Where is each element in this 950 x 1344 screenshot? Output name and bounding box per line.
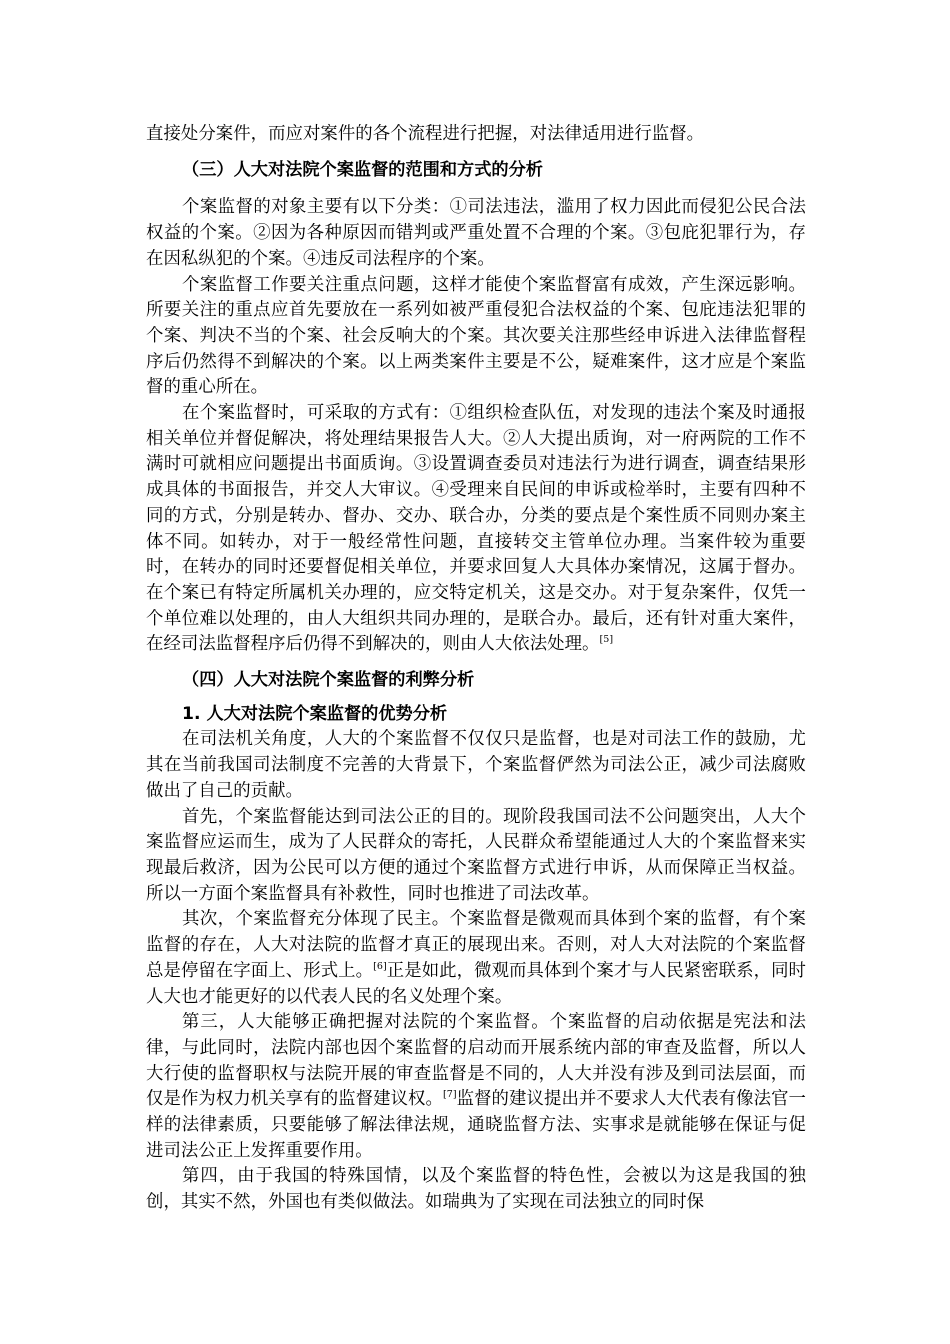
paragraph-third	[146, 1010, 806, 1164]
paragraph-third-text-a: 第三，人大能够正确把握对法院的个案监督。个案监督的启动依据是宪法和法律，与此同时，法院内部也因个案监督的启动而开展系统内部的审查及监督，所以人大行使的监督职权与法院开展的审查监督是不同的，人大并没有涉及到司法层面，而仅是作为权力机关享有的监督建议权。	[146, 1012, 806, 1110]
subsection-heading-1: 1. 人大对法院个案监督的优势分析	[182, 703, 448, 724]
paragraph-second-text-a: 其次，个案监督充分体现了民主。个案监督是微观而具体到个案的监督，有个案监督的存在，人大对法院的监督才真正的展现出来。否则，对人大对法院的个案监督总是停留在字面上、形式上。	[146, 909, 806, 981]
citation-7: [7]	[442, 1089, 457, 1101]
paragraph-focus: 个案监督工作要关注重点问题，这样才能使个案监督富有成效，产生深远影响。所要关注的重点应首先要放在一系列如被严重侵犯合法权益的个案、包庇违法犯罪的个案、判决不当的个案、社会反响大的个案。其次要关注那些经申诉进入法律监督程序后仍然得不到解决的个案。以上两类案件主要是不公，疑难案件，这才应是个案监督的重心所在。	[146, 274, 806, 398]
paragraph-fourth: 第四，由于我国的特殊国情，以及个案监督的特色性，会被以为这是我国的独创，其实不然，外国也有类似做法。如瑞典为了实现在司法独立的同时保	[146, 1166, 806, 1213]
section-heading-3: （三）人大对法院个案监督的范围和方式的分析	[182, 159, 543, 180]
paragraph-judicial-view: 在司法机关角度，人大的个案监督不仅仅只是监督，也是对司法工作的鼓励，尤其在当前我国司法制度不完善的大背景下，个案监督俨然为司法公正，减少司法腐败做出了自己的贡献。	[146, 729, 806, 801]
section-heading-4: （四）人大对法院个案监督的利弊分析	[182, 670, 475, 691]
citation-6: [6]	[373, 960, 387, 972]
paragraph-second	[146, 907, 806, 1010]
paragraph-second-text-b: 正是如此，微观而具体到个案才与人民紧密联系，同时人大也才能更好的以代表人民的名义处理个案。	[146, 960, 806, 1007]
document-body	[146, 122, 806, 1216]
paragraph-continued: 直接处分案件，而应对案件的各个流程进行把握，对法律适用进行监督。	[146, 124, 705, 144]
paragraph-third-text-b: 监督的建议提出并不要求人大代表有像法官一样的法律素质，只要能够了解法律法规，通晓监督方法、实事求是就能够在保证与促进司法公正上发挥重要作用。	[146, 1089, 806, 1161]
paragraph-first: 首先，个案监督能达到司法公正的目的。现阶段我国司法不公问题突出，人大个案监督应运而生，成为了人民群众的寄托，人民群众希望能通过人大的个案监督来实现最后救济，因为公民可以方便的通过个案监督方式进行申诉，从而保障正当权益。所以一方面个案监督具有补救性，同时也推进了司法改革。	[146, 806, 806, 904]
paragraph-scope: 个案监督的对象主要有以下分类：①司法违法，滥用了权力因此而侵犯公民合法权益的个案。②因为各种原因而错判或严重处置不合理的个案。③包庇犯罪行为，存在因私纵犯的个案。④违反司法程序的个案。	[146, 197, 806, 269]
citation-5: [5]	[599, 634, 614, 646]
paragraph-methods	[146, 401, 806, 658]
paragraph-methods-text: 在个案监督时，可采取的方式有：①组织检查队伍，对发现的违法个案及时通报相关单位并督促解决，将处理结果报告人大。②人大提出质询，对一府两院的工作不满时可就相应问题提出书面质询。③设置调查委员对违法行为进行调查，调查结果形成具体的书面报告，并交人大审议。④受理来自民间的申诉或检举时，主要有四种不同的方式，分别是转办、督办、交办、联合办，分类的要点是个案性质不同则办案主体不同。如转办，对于一般经常性问题，直接转交主管单位办理。当案件较为重要时，在转办的同时还要督促相关单位，并要求回复人大具体办案情况，这属于督办。在个案已有特定所属机关办理的，应交特定机关，这是交办。对于复杂案件，仅凭一个单位难以处理的，由人大组织共同办理的，是联合办。最后，还有针对重大案件，在经司法监督程序后仍得不到解决的，则由人大依法处理。	[146, 403, 806, 655]
